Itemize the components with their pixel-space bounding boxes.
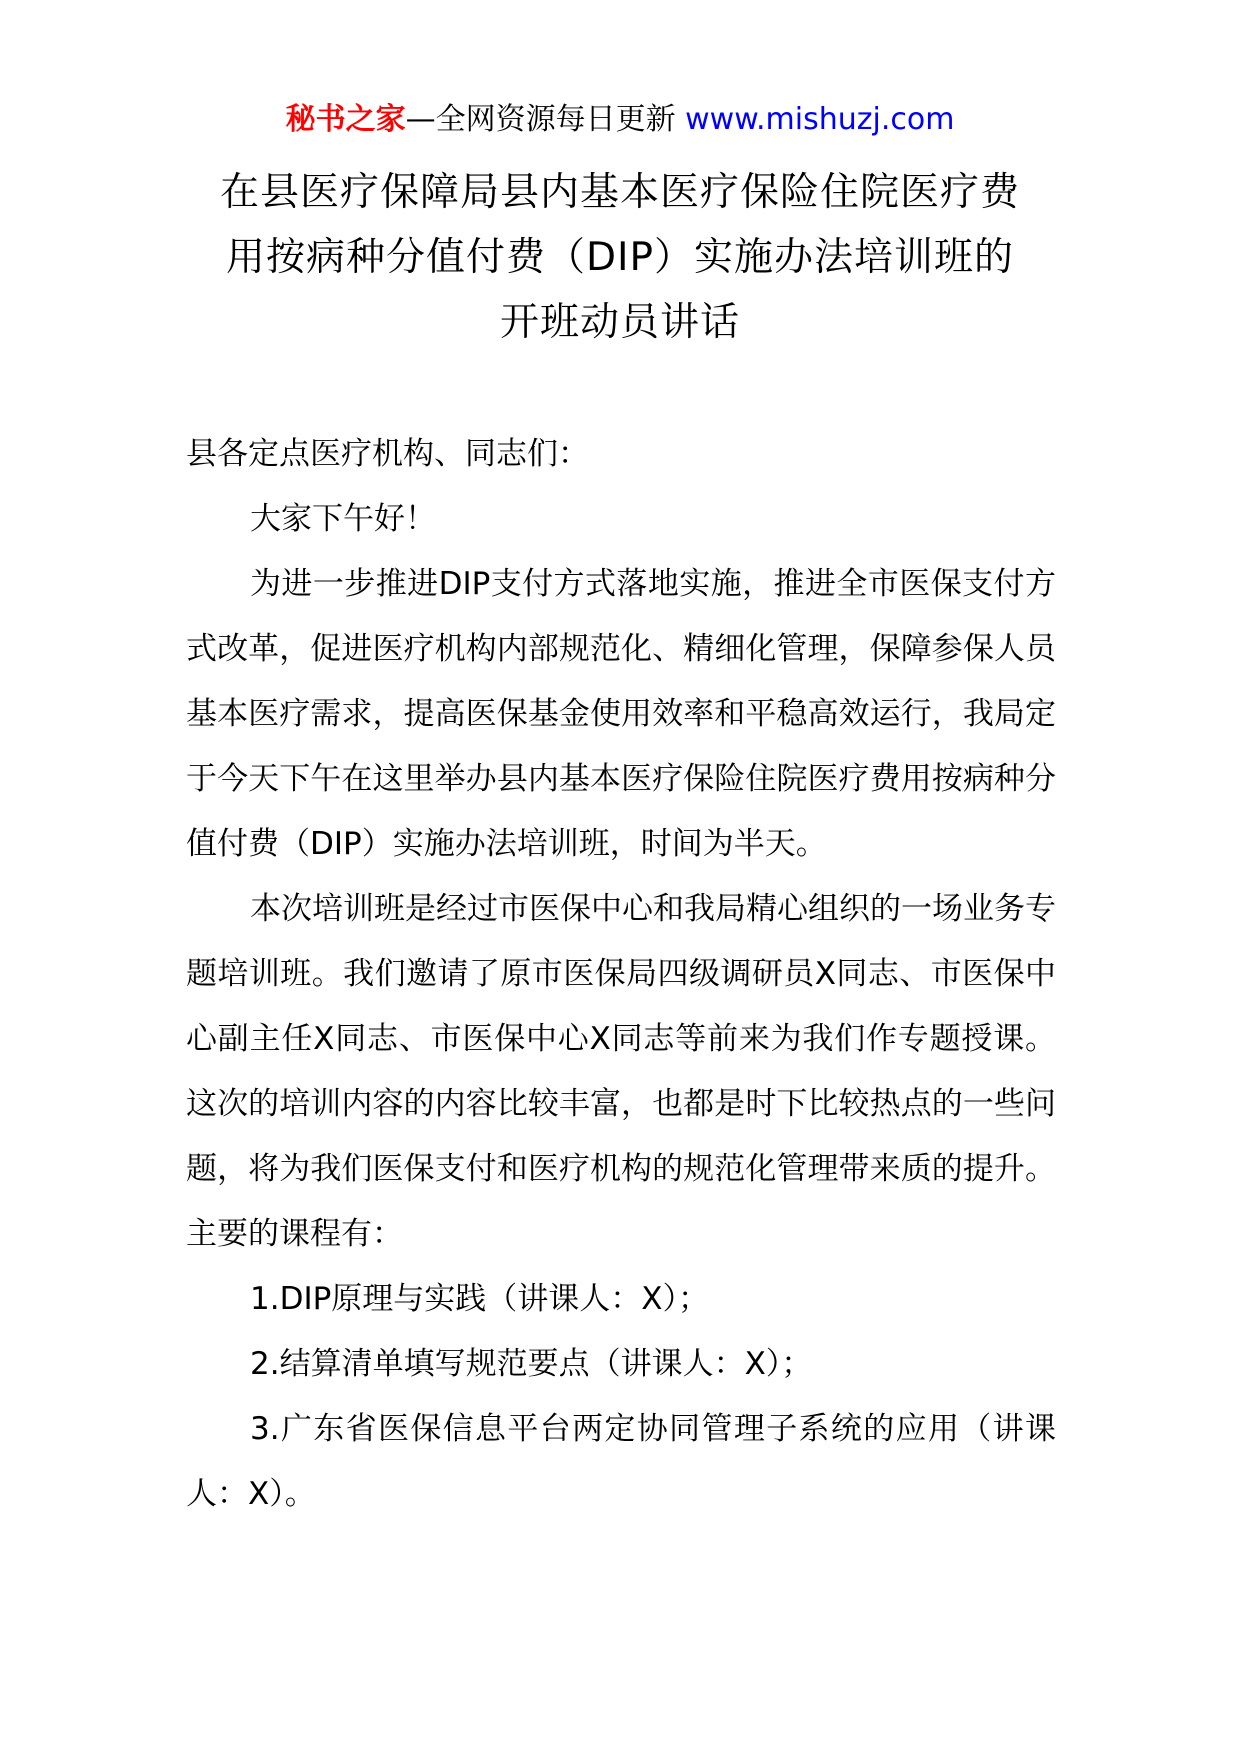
site-tagline: —全网资源每日更新: [405, 102, 686, 137]
title-line-2: 用按病种分值付费（DIP）实施办法培训班的: [225, 235, 1015, 280]
paragraph-2: 本次培训班是经过市医保中心和我局精心组织的一场业务专题培训班。我们邀请了原市医保局四级调研员X同志、市医保中心副主任X同志、市医保中心X同志等前来为我们作专题授课。这次的培训内容的内容比较丰富，也都是时下比较热点的一些问题，将为我们医保支付和医疗机构的规范化管理带来质的提升。主要的课程有：: [186, 891, 1056, 1252]
title-line-1: 在县医疗保障局县内基本医疗保险住院医疗费: [219, 170, 1020, 215]
site-url[interactable]: www.mishuzj.com: [685, 102, 955, 137]
paragraph-1: 为进一步推进DIP支付方式落地实施，推进全市医保支付方式改革，促进医疗机构内部规范化、精细化管理，保障参保人员基本医疗需求，提高医保基金使用效率和平稳高效运行，我局定于今天下午在这里举办县内基本医疗保险住院医疗费用按病种分值付费（DIP）实施办法培训班，时间为半天。: [186, 566, 1056, 862]
course-item-1: 1.DIP原理与实践（讲课人：X）；: [250, 1281, 710, 1317]
document-title: [180, 160, 1060, 355]
site-header: [0, 100, 1240, 140]
course-item-3: 3.广东省医保信息平台两定协同管理子系统的应用（讲课人：X）。: [186, 1411, 1056, 1512]
greeting: 大家下午好！: [250, 501, 436, 537]
salutation: 县各定点医疗机构、同志们：: [186, 436, 589, 472]
title-line-3: 开班动员讲话: [499, 300, 740, 345]
document-body: [186, 422, 1056, 1527]
site-brand: 秘书之家: [285, 102, 406, 137]
course-item-2: 2.结算清单填写规范要点（讲课人：X）；: [250, 1346, 813, 1382]
